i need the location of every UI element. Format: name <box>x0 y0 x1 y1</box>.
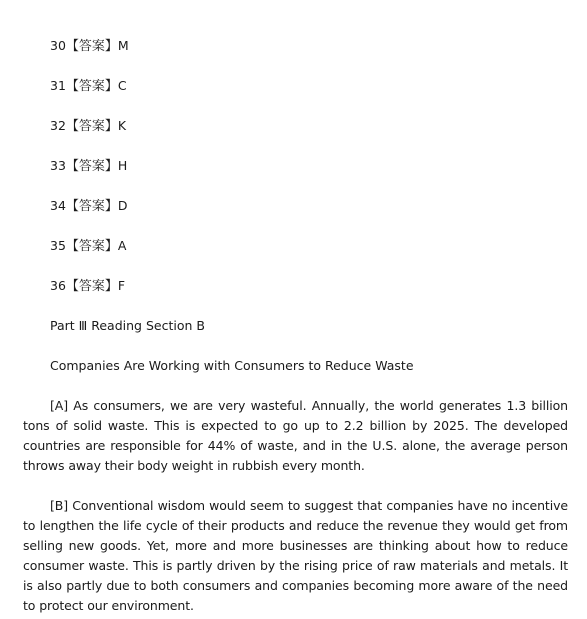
answer-tag: 【答案】 <box>65 119 118 134</box>
article-title: Companies Are Working with Consumers to Reduce Waste <box>50 358 414 373</box>
answer-tag: 【答案】 <box>65 159 118 174</box>
answer-tag: 【答案】 <box>65 79 118 94</box>
answer-number: 36 <box>50 278 66 293</box>
answer-letter: M <box>117 38 129 53</box>
answer-number: 31 <box>50 78 66 93</box>
answer-letter: F <box>117 278 126 293</box>
answer-tag: 【答案】 <box>65 279 118 294</box>
article-paragraph-b: [B] Conventional wisdom would seem to suggest that companies have no incentive to lengthen the life cycle of their products and reduce the revenue they would get from selling new goods. Yet, more and more businesses are thinking about how to reduce consumer waste. This is partly driven by the rising price of raw materials and metals. It is also partly due to both consumers and companies becoming more aware of the need to protect our environment. <box>23 498 568 613</box>
section-heading: Part Ⅲ Reading Section B <box>50 318 205 333</box>
answer-line <box>50 236 126 256</box>
answer-letter: K <box>117 118 127 133</box>
answer-line <box>50 36 129 56</box>
article-paragraph-a: [A] As consumers, we are very wasteful. Annually, the world generates 1.3 billion tons of solid waste. This is expected to go up to 2.2 billion by 2025. The developed countries are responsible for 44% of waste, and in the U.S. alone, the average person throws away their body weight in rubbish every month. <box>23 398 568 473</box>
answer-letter: A <box>117 238 127 253</box>
answer-tag: 【答案】 <box>65 239 118 254</box>
answer-number: 34 <box>50 198 66 213</box>
answer-letter: D <box>117 198 128 213</box>
answer-tag: 【答案】 <box>65 199 118 214</box>
answer-number: 35 <box>50 238 66 253</box>
answer-letter: H <box>117 158 128 173</box>
answer-number: 33 <box>50 158 66 173</box>
answer-number: 30 <box>50 38 66 53</box>
answer-line <box>50 276 125 296</box>
answer-letter: C <box>117 78 127 93</box>
answer-number: 32 <box>50 118 66 133</box>
answer-line <box>50 76 127 96</box>
answer-tag: 【答案】 <box>65 39 118 54</box>
answer-line <box>50 196 128 216</box>
answer-line <box>50 116 126 136</box>
answer-line <box>50 156 127 176</box>
